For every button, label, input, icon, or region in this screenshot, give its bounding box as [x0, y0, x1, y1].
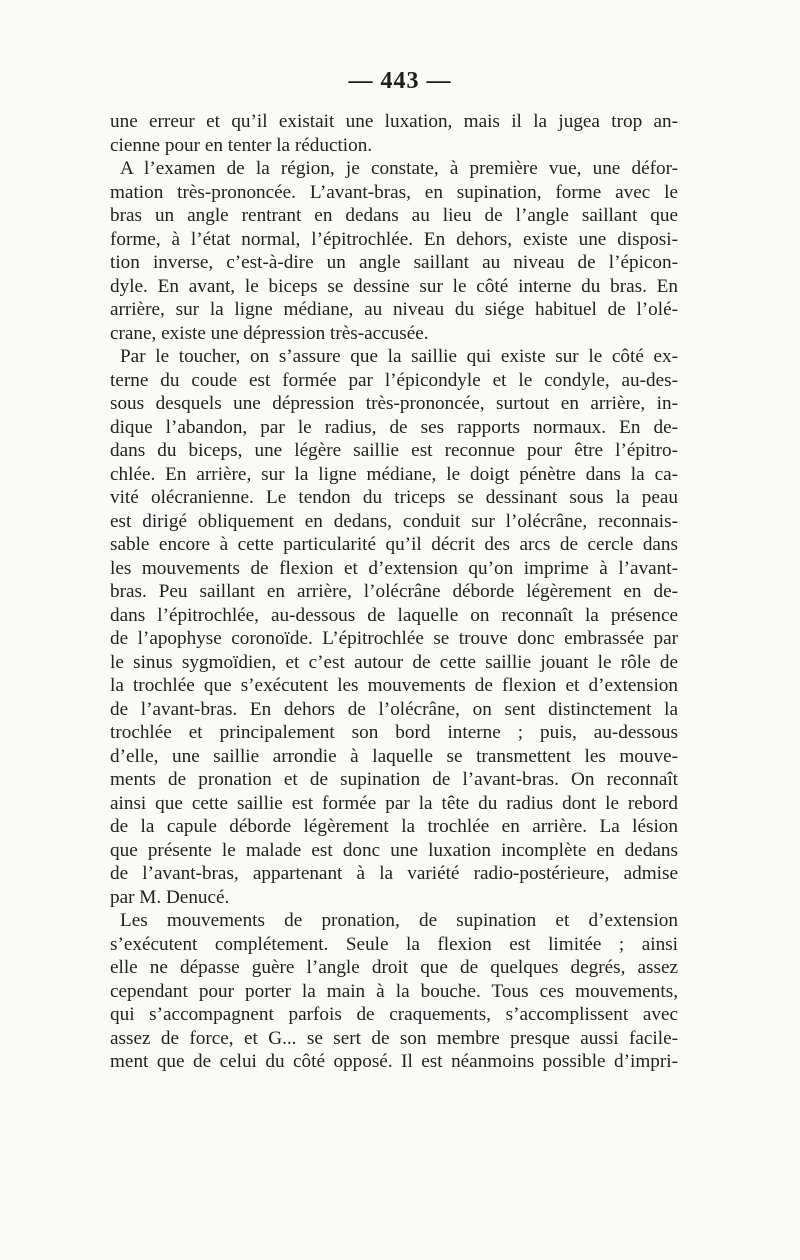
page-body-text [110, 110, 678, 1074]
text-line: bras. Peu saillant en arrière, l’olécrâne déborde légèrement en de- [110, 581, 678, 602]
text-line: de l’avant-bras, appartenant à la variété radio-postérieure, admise [110, 863, 678, 884]
text-line: dans du biceps, une légère saillie est reconnue pour être l’épitro- [110, 440, 678, 461]
text-line: cienne pour en tenter la réduction. [110, 134, 373, 156]
text-line: cependant pour porter la main à la bouche. Tous ces mouvements, [110, 980, 678, 1002]
text-line: ments de pronation et de supination de l’avant-bras. On reconnaît [110, 769, 678, 790]
text-line: tion inverse, c’est-à-dire un angle saillant au niveau de l’épicon- [110, 252, 678, 273]
text-line: vité olécranienne. Le tendon du triceps se dessinant sous la peau [110, 487, 678, 508]
text-line: terne du coude est formée par l’épicondyle et le condyle, au-des- [110, 369, 678, 391]
text-line: les mouvements de flexion et d’extension qu’on imprime à l’avant- [110, 557, 678, 579]
text-line: de l’avant-bras. En dehors de l’olécrâne, on sent distinctement la [110, 698, 678, 720]
text-line: dyle. En avant, le biceps se dessine sur le côté interne du bras. En [110, 275, 678, 297]
text-line: trochlée et principalement son bord interne ; puis, au-dessous [110, 722, 678, 743]
text-line: une erreur et qu’il existait une luxation, mais il la jugea trop an- [110, 111, 678, 132]
text-line: elle ne dépasse guère l’angle droit que de quelques degrés, assez [110, 957, 678, 978]
text-line: dique l’abandon, par le radius, de ses rapports normaux. En de- [110, 416, 678, 438]
text-line: est dirigé obliquement en dedans, conduit sur l’olécrâne, reconnais- [110, 510, 678, 532]
text-line: ainsi que cette saillie est formée par la tête du radius dont le rebord [110, 792, 678, 814]
text-line: sable encore à cette particularité qu’il décrit des arcs de cercle dans [110, 534, 678, 555]
text-line: s’exécutent complétement. Seule la flexion est limitée ; ainsi [110, 933, 678, 955]
text-line: mation très-prononcée. L’avant-bras, en supination, forme avec le [110, 181, 678, 203]
text-line: que présente le malade est donc une luxation incomplète en dedans [110, 839, 678, 861]
text-line: arrière, sur la ligne médiane, au niveau du siége habituel de l’olé- [110, 299, 678, 320]
text-line: forme, à l’état normal, l’épitrochlée. En dehors, existe une disposi- [110, 228, 678, 250]
text-line: Les mouvements de pronation, de supination et d’extension [120, 910, 678, 931]
text-line: par M. Denucé. [110, 886, 230, 908]
text-line: sous desquels une dépression très-prononcée, surtout en arrière, in- [110, 393, 678, 414]
text-line: de la capule déborde légèrement la trochlée en arrière. La lésion [110, 816, 678, 837]
text-line: de l’apophyse coronoïde. L’épitrochlée se trouve donc embrassée par [110, 628, 678, 649]
text-line: le sinus sygmoïdien, et c’est autour de cette saillie jouant le rôle de [110, 651, 678, 673]
text-line: chlée. En arrière, sur la ligne médiane, le doigt pénètre dans la ca- [110, 463, 678, 485]
text-line: crane, existe une dépression très-accusée. [110, 322, 429, 344]
page-number: — 443 — [348, 68, 452, 94]
text-line: qui s’accompagnent parfois de craquements, s’accomplissent avec [110, 1004, 678, 1025]
text-line: bras un angle rentrant en dedans au lieu de l’angle saillant que [110, 205, 678, 226]
text-line: la trochlée que s’exécutent les mouvements de flexion et d’extension [110, 675, 678, 696]
text-line: d’elle, une saillie arrondie à laquelle se transmettent les mouve- [110, 745, 678, 767]
text-line: Par le toucher, on s’assure que la saillie qui existe sur le côté ex- [120, 346, 678, 367]
text-line: assez de force, et G... se sert de son membre presque aussi facile- [110, 1027, 678, 1049]
text-line: ment que de celui du côté opposé. Il est néanmoins possible d’impri- [110, 1051, 678, 1072]
text-line: A l’examen de la région, je constate, à première vue, une défor- [120, 158, 678, 179]
text-line: dans l’épitrochlée, au-dessous de laquelle on reconnaît la présence [110, 604, 678, 626]
